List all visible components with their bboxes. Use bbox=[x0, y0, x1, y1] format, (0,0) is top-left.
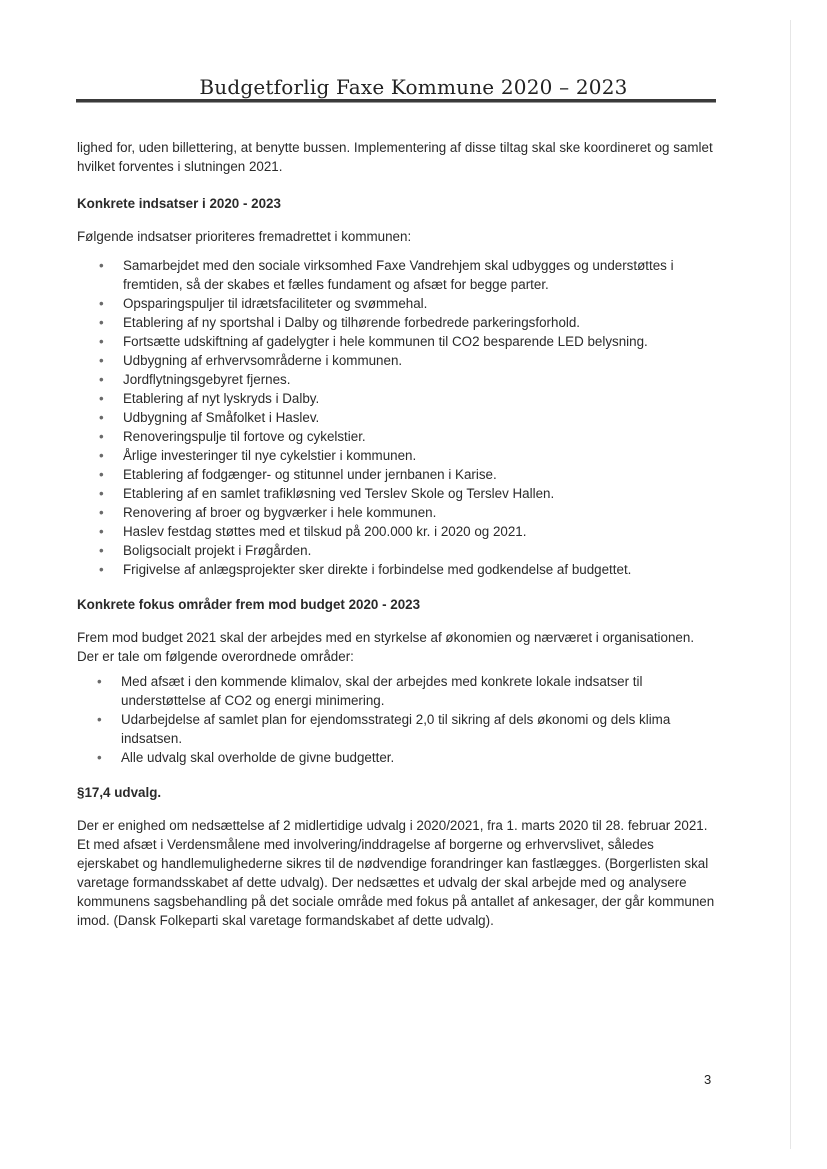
section-heading-udvalg: §17,4 udvalg. bbox=[77, 785, 162, 800]
list-item: • Opsparingspuljer til idrætsfaciliteter og svømmehal. bbox=[123, 294, 717, 313]
list-item: • Udbygning af Småfolket i Haslev. bbox=[123, 408, 717, 427]
list-item: • Etablering af fodgænger- og stitunnel under jernbanen i Karise. bbox=[123, 465, 717, 484]
indsatser-list bbox=[77, 256, 717, 579]
list-item: • Årlige investeringer til nye cykelstier i kommunen. bbox=[123, 446, 717, 465]
list-item: • Boligsocialt projekt i Frøgården. bbox=[123, 541, 717, 560]
fokus-list bbox=[77, 672, 717, 767]
intro-paragraph: lighed for, uden billettering, at benytte bussen. Implementering af disse tiltag skal ske koordineret og samlet hvilket forventes i slutningen 2021. bbox=[77, 140, 713, 174]
section-intro-indsatser: Følgende indsatser prioriteres fremadrettet i kommunen: bbox=[77, 229, 412, 244]
section-intro-fokus: Frem mod budget 2021 skal der arbejdes med en styrkelse af økonomien og nærværet i organisationen. Der er tale om følgende overordnede områder: bbox=[77, 630, 695, 664]
list-item: • Fortsætte udskiftning af gadelygter i hele kommunen til CO2 besparende LED belysning. bbox=[123, 332, 717, 351]
list-item: • Renoveringspulje til fortove og cykelstier. bbox=[123, 427, 717, 446]
list-item: • Etablering af ny sportshal i Dalby og tilhørende forbedrede parkeringsforhold. bbox=[123, 313, 717, 332]
section-heading-indsatser: Konkrete indsatser i 2020 - 2023 bbox=[77, 196, 281, 211]
list-item: • Alle udvalg skal overholde de givne budgetter. bbox=[121, 748, 717, 767]
list-item: • Jordflytningsgebyret fjernes. bbox=[123, 370, 717, 389]
list-item: • Samarbejdet med den sociale virksomhed Faxe Vandrehjem skal udbygges og understøttes i fremtiden, så der skabes et fælles fundament og afsæt for begge parter. bbox=[123, 256, 717, 294]
section-body-udvalg: Der er enighed om nedsættelse af 2 midlertidige udvalg i 2020/2021, fra 1. marts 2020 til 28. februar 2021. Et med afsæt i Verdensmålene med involvering/inddragelse af borgerne og erhvervslivet, således ejerskabet og handlemulighederne sikres til de nødvendige forandringer kan fastlægges. (Borgerlisten skal varetage formandsskabet af dette udvalg). Der nedsættes et udvalg der skal arbejde med og analysere kommunens sagsbehandling på det sociale område med fokus på antallet af ankesager, der går kommunen imod. (Dansk Folkeparti skal varetage formandskabet af dette udvalg). bbox=[77, 818, 715, 928]
list-item: • Udbygning af erhvervsområderne i kommunen. bbox=[123, 351, 717, 370]
list-item: • Udarbejdelse af samlet plan for ejendomsstrategi 2,0 til sikring af dels økonomi og dels klima indsatsen. bbox=[121, 710, 717, 748]
section-heading-fokus: Konkrete fokus områder frem mod budget 2020 - 2023 bbox=[77, 597, 421, 612]
list-item: • Etablering af nyt lyskryds i Dalby. bbox=[123, 389, 717, 408]
list-item: • Haslev festdag støttes med et tilskud på 200.000 kr. i 2020 og 2021. bbox=[123, 522, 717, 541]
list-item: • Frigivelse af anlægsprojekter sker direkte i forbindelse med godkendelse af budgettet. bbox=[123, 560, 717, 579]
list-item: • Med afsæt i den kommende klimalov, skal der arbejdes med konkrete lokale indsatser til understøttelse af CO2 og energi minimering. bbox=[121, 672, 717, 710]
page-number: 3 bbox=[704, 1072, 712, 1087]
header-rule bbox=[76, 99, 716, 103]
document-body bbox=[77, 138, 717, 948]
list-item: • Etablering af en samlet trafikløsning ved Terslev Skole og Terslev Hallen. bbox=[123, 484, 717, 503]
list-item: • Renovering af broer og bygværker i hele kommunen. bbox=[123, 503, 717, 522]
page-title: Budgetforlig Faxe Kommune 2020 – 2023 bbox=[199, 75, 628, 99]
scan-edge-line bbox=[790, 20, 791, 1149]
